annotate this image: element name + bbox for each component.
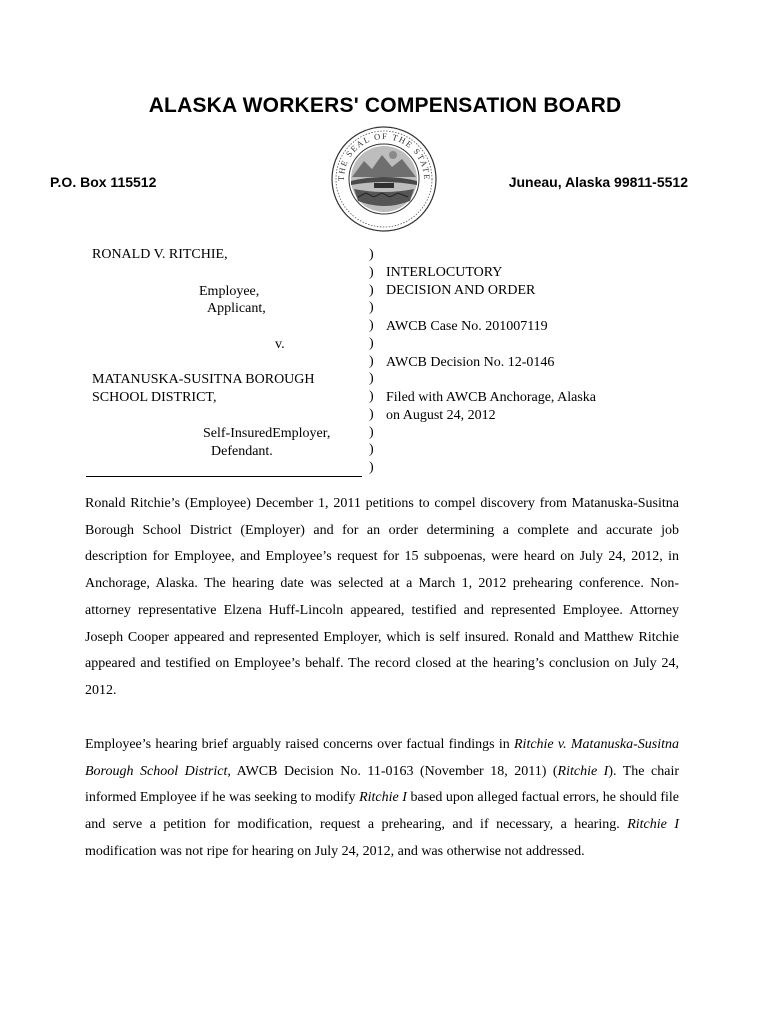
caption-paren: )	[369, 425, 374, 440]
caption-paren: )	[369, 265, 374, 280]
caption-paren: )	[369, 300, 374, 315]
caption-paren: )	[369, 460, 374, 475]
paragraph-text: modification was not ripe for hearing on July 24, 2012, and was otherwise not addressed.	[85, 843, 585, 859]
defendant-role: Defendant.	[211, 444, 273, 459]
body-paragraph-2	[85, 732, 679, 866]
case-citation: Ritchie v. Matanuska-Susitna Borough School District	[85, 737, 679, 779]
decision-number: AWCB Decision No. 12-0146	[386, 355, 555, 370]
employer-name-line-2: SCHOOL DISTRICT,	[92, 390, 217, 405]
employee-role: Employee,	[199, 284, 260, 299]
employer-role: Self-InsuredEmployer,	[203, 426, 331, 441]
filed-line-2: on August 24, 2012	[386, 408, 496, 423]
case-short-name: Ritchie I	[359, 790, 407, 806]
paragraph-text: based upon alleged factual errors, he should file and serve a petition for modification, request a prehearing, and if necessary, a hearing.	[85, 790, 679, 833]
paragraph-text: , AWCB Decision No. 11-0163 (November 18, 2011) (	[227, 763, 558, 779]
caption-paren: )	[369, 442, 374, 457]
caption-paren: )	[369, 247, 374, 262]
versus-label: v.	[275, 337, 285, 352]
applicant-role: Applicant,	[207, 301, 266, 316]
caption-paren: )	[369, 407, 374, 422]
filed-line-1: Filed with AWCB Anchorage, Alaska	[386, 390, 597, 405]
caption-paren: )	[369, 389, 374, 404]
body-paragraph-1: Ronald Ritchie’s (Employee) December 1, 2011 petitions to compel discovery from Matanuska-Susitna Borough School District (Employer) and for an order determining a complete and accurate job description for Employee, and Employee’s request for 15 subpoenas, were heard on July 24, 2012, in Anchorage, Alaska. The hearing date was selected at a March 1, 2012 prehearing conference. Non-attorney representative Elzena Huff-Lincoln appeared, testified and represented Employee. Attorney Joseph Cooper appeared and represented Employer, which is self insured. Ronald and Matthew Ritchie appeared and testified on Employee’s behalf. The record closed at the hearing’s conclusion on July 24, 2012.	[85, 496, 679, 698]
case-short-name: Ritchie I	[557, 763, 609, 779]
state-seal-logo	[330, 125, 438, 233]
caption-paren: )	[369, 283, 374, 298]
caption-divider	[86, 476, 362, 477]
paragraph-text: Employee’s hearing brief arguably raised concerns over factual findings in	[85, 737, 514, 752]
po-box-address: P.O. Box 115512	[50, 174, 157, 190]
employee-name: RONALD V. RITCHIE,	[92, 247, 228, 262]
caption-paren: )	[369, 318, 374, 333]
caption-paren: )	[369, 371, 374, 386]
caption-paren: )	[369, 336, 374, 351]
svg-text:THE SEAL OF THE STATE: THE SEAL OF THE STATE	[335, 130, 433, 182]
case-short-name: Ritchie I	[627, 817, 680, 833]
paragraph-text: ). The chair informed Employee if he was seeking to modify	[85, 763, 679, 806]
case-number: AWCB Case No. 201007119	[386, 319, 548, 334]
employer-name-line-1: MATANUSKA-SUSITNA BOROUGH	[92, 372, 315, 387]
decision-type-line-2: DECISION AND ORDER	[386, 283, 536, 298]
board-title: ALASKA WORKERS' COMPENSATION BOARD	[148, 94, 622, 117]
caption-paren: )	[369, 354, 374, 369]
city-address: Juneau, Alaska 99811-5512	[508, 174, 688, 190]
decision-type-line-1: INTERLOCUTORY	[386, 265, 503, 280]
